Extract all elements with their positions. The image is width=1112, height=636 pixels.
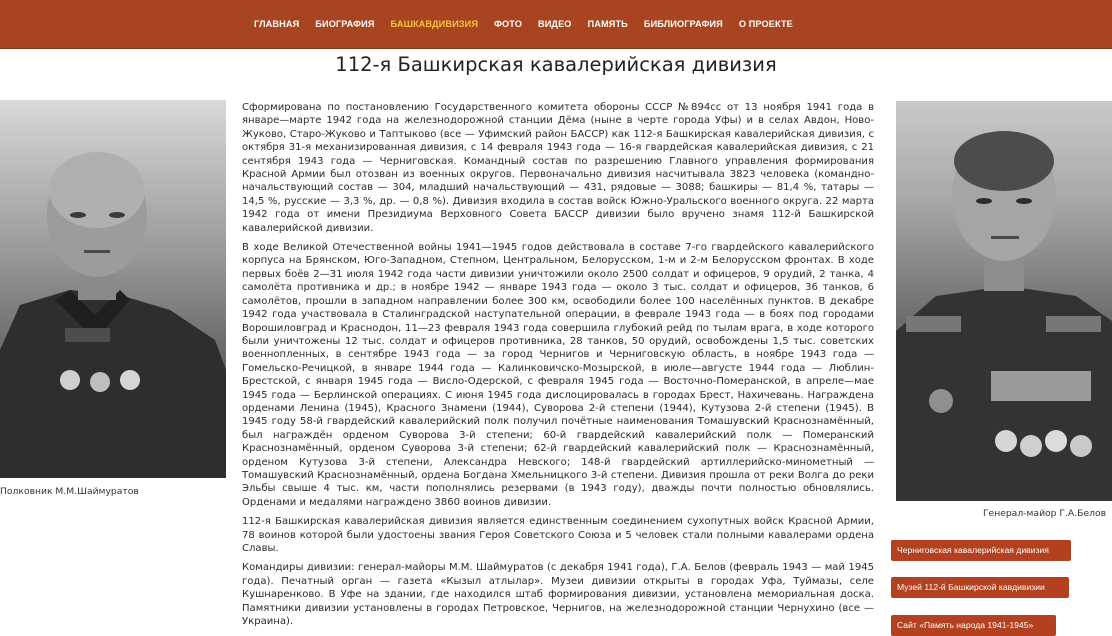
article-paragraph: Сформирована по постановлению Государственного комитета обороны СССР №894сс от 13 ноября 1941 года в январе—марте 1942 года на железнодорожной станции Дёма (ныне в черте города Уфы) и в селах Авдон, Ново-Жуково, Старо-Жуково и Таптыково (все — Уфимский район БАССР) как 112-я Башкирская кавалерийская дивизия, с октября 31-я механизированная дивизия, с 14 февраля 1943 года — 16-я гвардейская кавалерийская дивизия, с 21 сентября 1943 года — Черниговская. Командный состав по разрешению Главного управления формирования Красной Армии был отозван из военных округов. Первоначально дивизия насчитывала 3823 человека (командно-начальствующий состав — 304, младший начальствующий — 431, рядовые — 3088; башкиры — 81,4 %, татары — 14,5 %, русские — 3,3 %, др. — 0,8 %). Дивизия входила в состав войск Южно-Уральского военного округа. 22 марта 1942 года от имени Президиума Верховного Совета БАССР дивизии было вручено знамя 112-й Башкирской кавалерийской дивизии. [242,102,874,234]
nav-item-photo[interactable]: ФОТО [494,19,522,29]
nav-item-home[interactable]: ГЛАВНАЯ [254,19,300,29]
left-photo-caption: Полковник М.М.Шаймуратов [0,486,139,497]
article-paragraph: 112-я Башкирская кавалерийская дивизия является единственным соединением сухопутных войск Красной Армии, 78 воинов которой были удостоены звания Героя Советского Союза и 5 человек стали полными кавалерами ордена Славы. [242,516,874,554]
portrait-shaimuratov-drawing [0,100,226,478]
article-paragraph: В ходе Великой Отечественной войны 1941—1945 годов действовала в составе 7-го гвардейского кавалерийского корпуса на Брянском, Юго-Западном, Степном, Центральном, Белорусском, 1-м и 2-м Белорусском фронтах. В ходе первых боёв 2—31 июля 1942 года части дивизии уничтожили около 2500 солдат и офицеров, 9 орудий, 2 танка, 4 самолёта противника и др.; в ноябре 1942 — январе 1943 года — около 3 тыс. солдат и офицеров, 36 танков, 6 самолётов, прошли в западном направлении более 300 км, освободили более 100 населённых пунктов. В декабре 1942 года участвовала в Сталинградской наступательной операции, в феврале 1943 года — в боях под городами Ворошиловград и Краснодон, 11—23 февраля 1943 года совершила глубокий рейд по тылам врага, в ходе которого были уничтожены 12 тыс. солдат и офицеров противника, 28 танков, 50 орудий, освобождены 1,5 тыс. советских военнопленных, в сентябре 1943 года — за город Чернигов и Черниговскую область, в ноябре 1943 года — Гомельско-Речицкой, в январе 1944 года — Калинковичско-Мозырской, в июле—августе 1944 года — Люблин-Брестской, с января 1945 года — Висло-Одерской, с февраля 1945 года — Восточно-Померанской, в апреле—мае 1945 года — Берлинской операциях. С июня 1945 года дислоцировалась в городах Брест, Нахичевань. Награждена орденами Ленина (1945), Красного Знамени (1944), Суворова 2-й степени (1944), Кутузова 2-й степени (1945). В 1945 году 58-й гвардейский кавалерийский полк получил почётные наименования Томашувский Краснознамённый, был награждён орденом Суворова 3-й степени; 60-й гвардейский кавалерийский полк — Померанский Краснознамённый, орденом Суворова 3-й степени; 62-й гвардейский кавалерийский полк — Краснознамённый, орденом Кутузова 3-й степени, Александра Невского; 148-й гвардейский артиллерийско-минометный — Томашувский Краснознамённый, ордена Богдана Хмельницкого 3-й степени. Дивизия прошла от реки Волга до реки Эльбы свыше 4 тыс. км, части пополнялись резервами (в 1943 году), дважды почти полностью обновлялись. Орденами и медалями награждено 3860 воинов дивизии. [242,242,874,508]
portrait-belov-drawing [896,101,1112,501]
page-title: 112-я Башкирская кавалерийская дивизия [335,53,777,76]
portrait-belov [896,101,1112,501]
article-paragraph: Командиры дивизии: генерал-майоры М.М. Шаймуратов (с декабря 1941 года), Г.А. Белов (февраль 1943 — май 1945 года). Печатный орган — газета «Кызыл атлылар». Музеи дивизии открыты в городах Уфа, Туймазы, селе Кушнаренково. В Уфе на здании, где находился штаб формирования дивизии, установлена мемориальная доска. Памятники дивизии установлены в городах Петровское, Чернигов, на железнодорожной станции Чернухино (все — Украина). [242,562,874,628]
division-museum-link-button[interactable]: Музей 112-й Башкирской кавдивизии [891,577,1069,598]
right-photo-caption: Генерал-майор Г.А.Белов [982,508,1106,519]
article-content [242,101,874,634]
people-memory-link-button[interactable]: Сайт «Память народа 1941-1945» [891,615,1056,636]
nav-item-bibliography[interactable]: БИБЛИОГРАФИЯ [643,19,723,29]
nav-item-memory[interactable]: ПАМЯТЬ [587,19,628,29]
nav-item-division[interactable]: БАШКАВДИВИЗИЯ [390,19,479,29]
nav-item-biography[interactable]: БИОГРАФИЯ [315,19,375,29]
chernigov-division-link-button[interactable]: Черниговская кавалерийская дивизия [891,540,1071,561]
main-nav [254,16,809,32]
nav-item-about[interactable]: О ПРОЕКТЕ [738,19,793,29]
nav-item-video[interactable]: ВИДЕО [537,19,572,29]
top-navbar [0,0,1112,49]
portrait-shaimuratov [0,100,226,478]
